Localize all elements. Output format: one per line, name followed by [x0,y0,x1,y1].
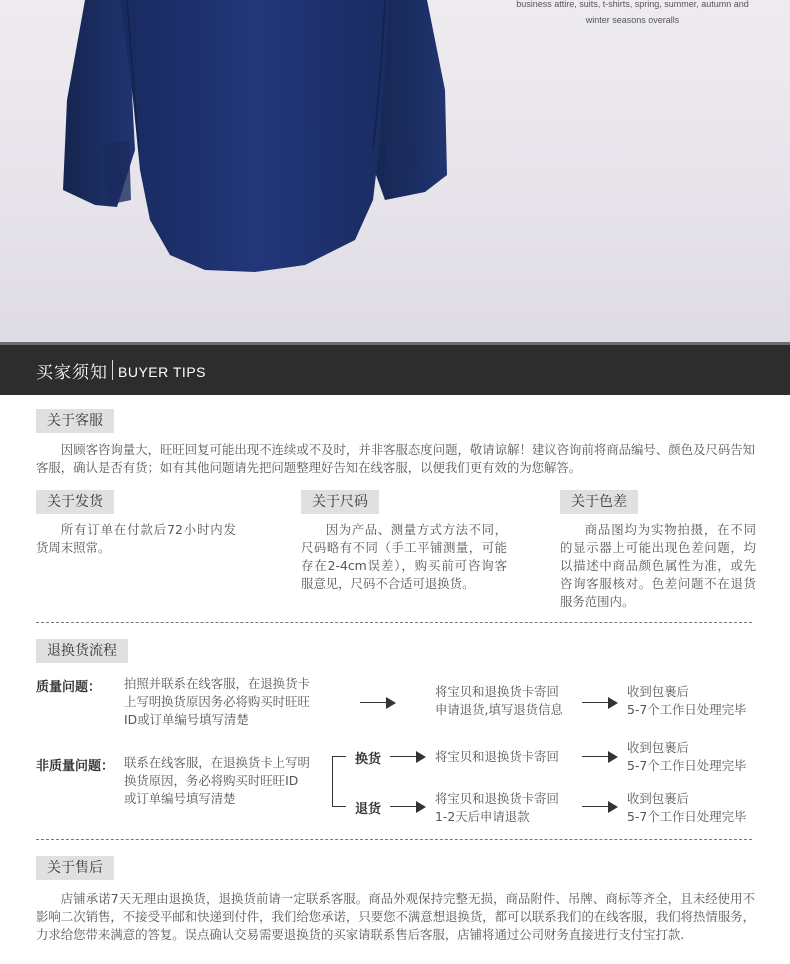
refund-result [627,790,757,826]
non-quality-issue-label: 非质量问题： [36,759,115,774]
quality-step-2-line-2: 申请退货,填写退货信息 [435,702,563,717]
product-photo [0,0,790,343]
exchange-label: 换货 [355,752,382,767]
tag-shipping: 关于发货 [36,490,114,514]
refund-result-line-1: 收到包裹后 [627,791,689,806]
customer-service-text: 因顾客咨询量大，旺旺回复可能出现不连续或不及时，并非客服态度问题，敬请谅解！建议咨询前将商品编号、颜色及尺码告知客服，确认是否有货；如有其他问题请先把问题整理好告知在线客服，以便我们更有效的为您解答。 [36,442,755,475]
quality-step-3-line-1: 收到包裹后 [627,684,689,699]
quality-step-1: 拍照并联系在线客服，在退换货卡上写明换货原因务必将购买时旺旺ID或订单编号填写清楚 [124,676,310,727]
header-title-cn: 买家须知 [36,362,108,383]
divider-dashed [36,839,752,840]
arrow-right-icon [582,801,618,813]
tag-return-flow: 退换货流程 [36,639,128,663]
shipping-text: 所有订单在付款后72小时内发货周末照常。 [36,522,236,555]
size-text: 因为产品、测量方式方法不同，尺码略有不同（手工平铺测量，可能存在2-4cm误差），购买前可咨询客服意见，尺码不合适可退换货。 [301,522,507,591]
quality-step-3 [627,683,757,719]
arrow-right-icon [360,697,396,709]
tag-size: 关于尺码 [301,490,379,514]
non-quality-step-1: 联系在线客服，在退换货卡上写明换货原因，务必将购买时旺旺ID或订单编号填写清楚 [124,755,310,806]
quality-step-2 [435,683,575,719]
arrow-right-icon [390,801,426,813]
arrow-right-icon [582,697,618,709]
after-sales-text: 店铺承诺7天无理由退换货，退换货前请一定联系客服。商品外观保持完整无损，商品附件、吊牌、商标等齐全，且未经使用不影响二次销售，不接受平邮和快递到付件，我们给您承诺，只要您不满意想退换货，都可以联系我们的在线客服，我们将热情服务，力求给您带来满意的答复。误点确认交易需要退换货的买家请联系售后客服，店铺将通过公司财务直接进行支付宝打款. [36,891,755,942]
refund-step [435,790,575,826]
refund-step-line-2: 1-2天后申请退款 [435,809,530,824]
quality-step-2-line-1: 将宝贝和退换货卡寄回 [435,684,559,699]
divider-dashed [36,622,752,623]
tag-after-sales: 关于售后 [36,856,114,880]
refund-label: 退货 [355,802,382,817]
buyer-tips-header [0,345,790,395]
header-separator [112,360,113,380]
branch-tick-refund [332,806,346,807]
arrow-right-icon [390,751,426,763]
exchange-result-line-1: 收到包裹后 [627,740,689,755]
jacket-image [55,0,455,290]
arrow-right-icon [582,751,618,763]
exchange-result [627,739,757,775]
exchange-result-line-2: 5-7个工作日处理完毕 [627,758,747,773]
header-title-en: BUYER TIPS [118,364,206,380]
exchange-step: 将宝贝和退换货卡寄回 [435,749,559,764]
refund-result-line-2: 5-7个工作日处理完毕 [627,809,747,824]
color-text: 商品图均为实物拍摄，在不同的显示器上可能出现色差问题，均以描述中商品颜色属性为准，或先咨询客服核对。色差问题不在退货服务范围内。 [560,522,756,609]
hero-caption-line-1: business attire, suits, t-shirts, spring, summer, autumn and [516,0,749,9]
quality-step-3-line-2: 5-7个工作日处理完毕 [627,702,747,717]
refund-step-line-1: 将宝贝和退换货卡寄回 [435,791,559,806]
hero-caption-line-2: winter seasons overalls [585,15,680,25]
quality-issue-label: 质量问题： [36,680,102,695]
branch-tick-exchange [332,756,346,757]
hero-caption [490,0,775,28]
branch-bracket [332,756,333,807]
tag-color: 关于色差 [560,490,638,514]
tag-customer-service: 关于客服 [36,409,114,433]
